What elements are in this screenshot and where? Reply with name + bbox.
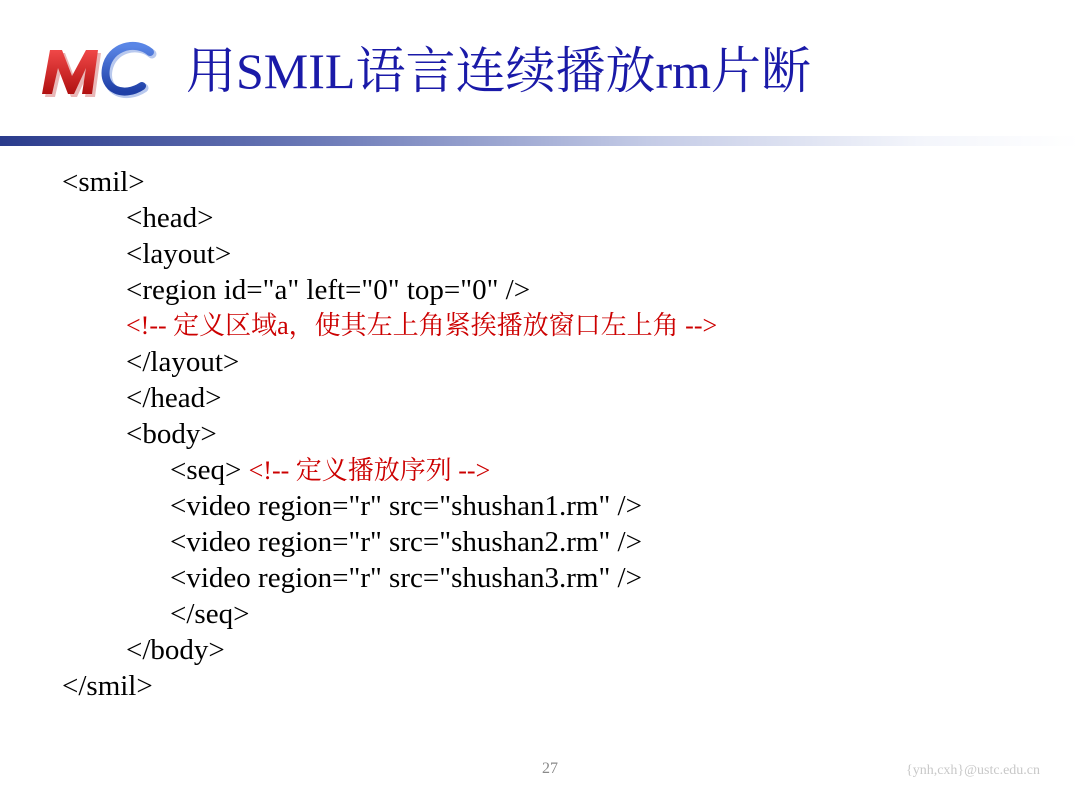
- code-line: </smil>: [62, 670, 153, 702]
- code-line: <region id="a" left="0" top="0" />: [126, 274, 531, 306]
- code-line: <video region="r" src="shushan2.rm" />: [170, 526, 642, 558]
- code-line: <video region="r" src="shushan3.rm" />: [170, 562, 642, 594]
- code-line: <layout>: [126, 238, 232, 270]
- code-line: </layout>: [126, 346, 240, 378]
- page-number: 27: [542, 760, 558, 777]
- code-line: <video region="r" src="shushan1.rm" />: [170, 490, 642, 522]
- code-line: <head>: [126, 202, 214, 234]
- code-line: <body>: [126, 418, 217, 450]
- slide-title: 用SMIL语言连续播放rm片断: [186, 43, 811, 99]
- title-divider: [0, 136, 1080, 146]
- code-line-seq: [170, 452, 490, 488]
- code-line: <seq>: [170, 454, 242, 486]
- code-line: <smil>: [62, 166, 145, 198]
- mc-logo-icon: [32, 36, 160, 102]
- code-line: </seq>: [170, 598, 250, 630]
- code-comment: <!-- 定义播放序列 -->: [248, 456, 491, 485]
- code-comment: <!-- 定义区域a，使其左上角紧挨播放窗口左上角 -->: [126, 311, 718, 340]
- code-line: </head>: [126, 382, 222, 414]
- footer-email: {ynh,cxh}@ustc.edu.cn: [905, 763, 1040, 778]
- code-line: </body>: [126, 634, 225, 666]
